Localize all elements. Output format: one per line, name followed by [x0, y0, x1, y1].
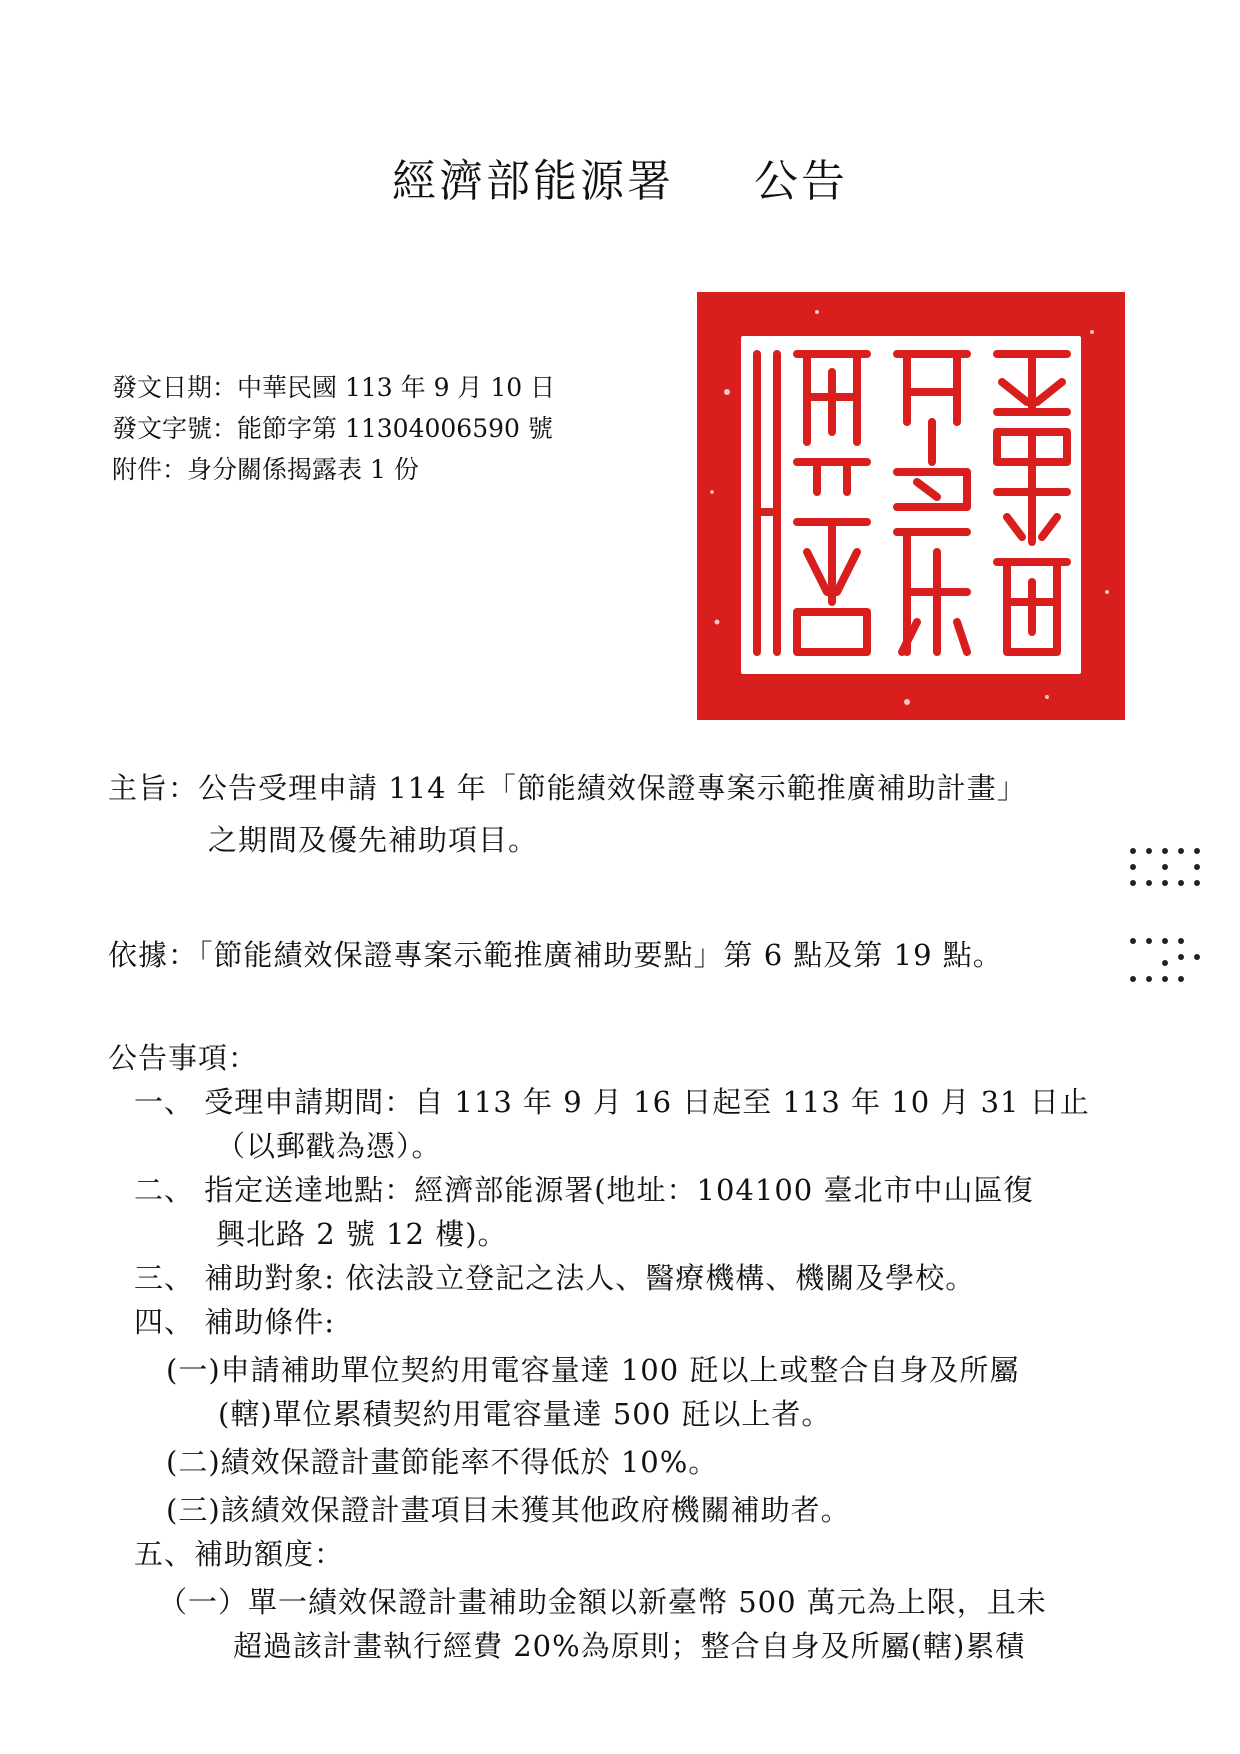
issue-number-label: 發文字號： — [112, 414, 238, 443]
notice-item-3: 三、 補助對象: 依法設立登記之法人、醫療機構、機關及學校。 — [134, 1261, 976, 1295]
notice-item-4-1: (一)申請補助單位契約用電容量達 100 瓩以上或整合自身及所屬 — [166, 1353, 1020, 1387]
notice-item-1-cont: （以郵戳為憑）。 — [216, 1129, 442, 1163]
attachment-row — [112, 449, 555, 490]
subject-text-1: 公告受理申請 114 年「節能績效保證專案示範推廣補助計畫」 — [198, 771, 1027, 805]
issue-number-row — [112, 408, 555, 449]
notice-items-section — [108, 1036, 1090, 1668]
issue-date-value: 中華民國 113 年 9 月 10 日 — [237, 373, 556, 402]
binding-holes-mark — [1125, 845, 1205, 995]
attachment-label: 附件： — [112, 455, 188, 484]
subject-line-1 — [108, 762, 1027, 814]
notice-item-4-3: (三)該績效保證計畫項目未獲其他政府機關補助者。 — [166, 1493, 851, 1527]
document-meta — [112, 367, 555, 490]
notice-item-5-1-cont: 超過該計畫執行經費 20%為原則；整合自身及所屬(轄)累積 — [233, 1629, 1026, 1663]
binding-holes-graphic — [1125, 845, 1205, 995]
basis-section — [108, 933, 1003, 974]
notice-item-4-2: (二)績效保證計畫節能率不得低於 10%。 — [166, 1445, 719, 1479]
agency-name: 經濟部能源署 — [392, 156, 674, 207]
notice-item-1: 一、 受理申請期間：自 113 年 9 月 16 日起至 113 年 10 月 31 日止 — [134, 1085, 1090, 1119]
notice-item-5-1: （一）單一績效保證計畫補助金額以新臺幣 500 萬元為上限，且未 — [158, 1585, 1047, 1619]
official-seal-stamp — [697, 292, 1125, 720]
notice-item-4: 四、 補助條件: — [134, 1305, 335, 1339]
basis-label: 依據： — [108, 938, 199, 972]
notice-item-5: 五、補助額度： — [134, 1537, 345, 1571]
notice-item-4-1-cont: (轄)單位累積契約用電容量達 500 瓩以上者。 — [218, 1397, 832, 1431]
notice-item-2-cont: 興北路 2 號 12 樓)。 — [216, 1217, 508, 1251]
issue-date-label: 發文日期： — [112, 373, 238, 402]
issue-number-value: 能節字第 11304006590 號 — [237, 414, 553, 443]
document-type: 公告 — [754, 156, 848, 207]
attachment-value: 身分關係揭露表 1 份 — [187, 455, 419, 484]
subject-line-2: 之期間及優先補助項目。 — [208, 823, 539, 857]
seal-graphic — [697, 292, 1125, 720]
document-title — [0, 145, 1240, 209]
basis-text: 「節能績效保證專案示範推廣補助要點」第 6 點及第 19 點。 — [198, 938, 1003, 972]
notice-heading: 公告事項： — [108, 1041, 259, 1075]
subject-section — [108, 762, 1027, 866]
issue-date-row — [112, 367, 555, 408]
subject-label: 主旨： — [108, 771, 199, 805]
notice-item-2: 二、 指定送達地點：經濟部能源署(地址：104100 臺北市中山區復 — [134, 1173, 1034, 1207]
